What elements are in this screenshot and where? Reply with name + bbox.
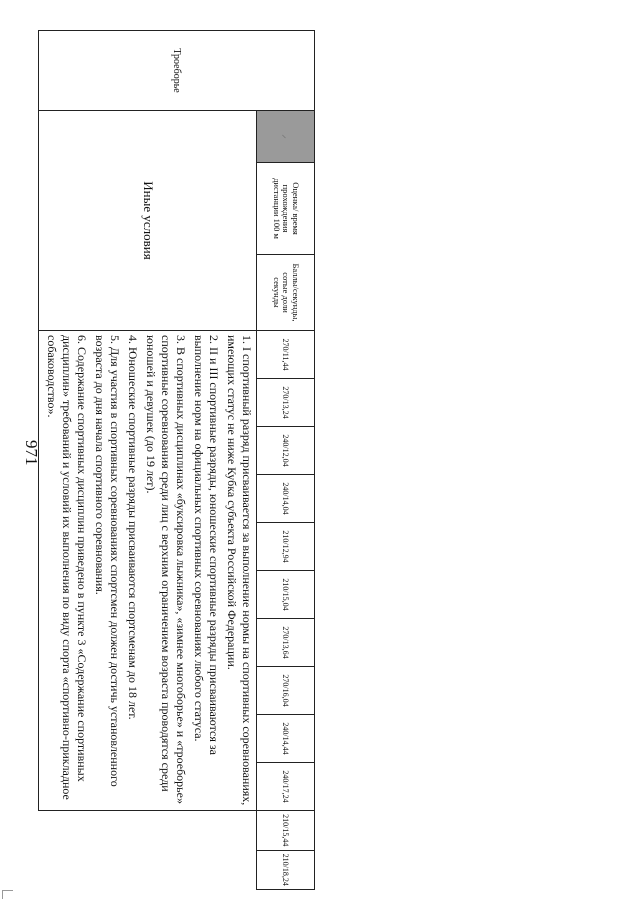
value-cell: 240/17,24 (257, 763, 315, 811)
scan-edge-mark (2, 890, 13, 899)
other-conditions-label: Иные условия (39, 111, 257, 331)
value-cell: 210/18,24 (257, 850, 315, 890)
value-cell: 210/12,94 (257, 523, 315, 571)
value-cell: 270/16,04 (257, 667, 315, 715)
value-cell: 210/15,44 (257, 811, 315, 851)
discipline-cell: Троеборье (39, 31, 315, 111)
page-number: 971 (22, 440, 41, 466)
conditions-row (39, 31, 257, 890)
score-label: Баллы/секунды, сотые доли секунды (257, 255, 315, 331)
value-cell: 270/13,64 (257, 619, 315, 667)
value-cell: 240/12,04 (257, 427, 315, 475)
measure-label: Оценка/ время прохождения дистанции 100 м (257, 163, 315, 255)
condition-item: 3. В спортивных дисциплинах «буксировка лыжника», «зимнее многоборье» и «троеборье» спортивные соревнования среди лиц с верхним ограничением возраста проводятся среди юношей и девушек (до 19 лет). (144, 335, 188, 804)
norms-table (38, 30, 315, 890)
values-row (257, 31, 315, 890)
value-cell: 270/11,44 (257, 331, 315, 379)
document-sheet (45, 30, 315, 890)
condition-item: 5. Для участия в спортивных соревнованиях спортсмен должен достичь установленного возраста до дня начала спортивного соревнования. (93, 335, 122, 787)
value-cell: 210/15,04 (257, 571, 315, 619)
value-cell: 270/13,24 (257, 379, 315, 427)
condition-item: 2. II и III спортивные разряды, юношеские спортивные разряды присваиваются за выполнение норм на официальных спортивных соревнованиях любого статуса. (192, 335, 221, 755)
conditions-text (39, 331, 257, 811)
value-cell: 240/14,44 (257, 715, 315, 763)
value-cell: 240/14,04 (257, 475, 315, 523)
shaded-cell (257, 111, 315, 163)
condition-item: 4. Юношеские спортивные разряды присваиваются спортсменам до 18 лет. (126, 335, 140, 720)
scan-mark: ⸝ (280, 134, 291, 139)
condition-item: 6. Содержание спортивных дисциплин приведено в пункте 3 «Содержание спортивных дисциплин» требований и условий их выполнения по виду спорта «спортивно-прикладное собаководство». (45, 335, 89, 800)
condition-item: 1. I спортивный разряд присваивается за выполнение нормы на спортивных соревнованиях, имеющих статус не ниже Кубка субъекта Российской Федерации. (225, 335, 254, 806)
